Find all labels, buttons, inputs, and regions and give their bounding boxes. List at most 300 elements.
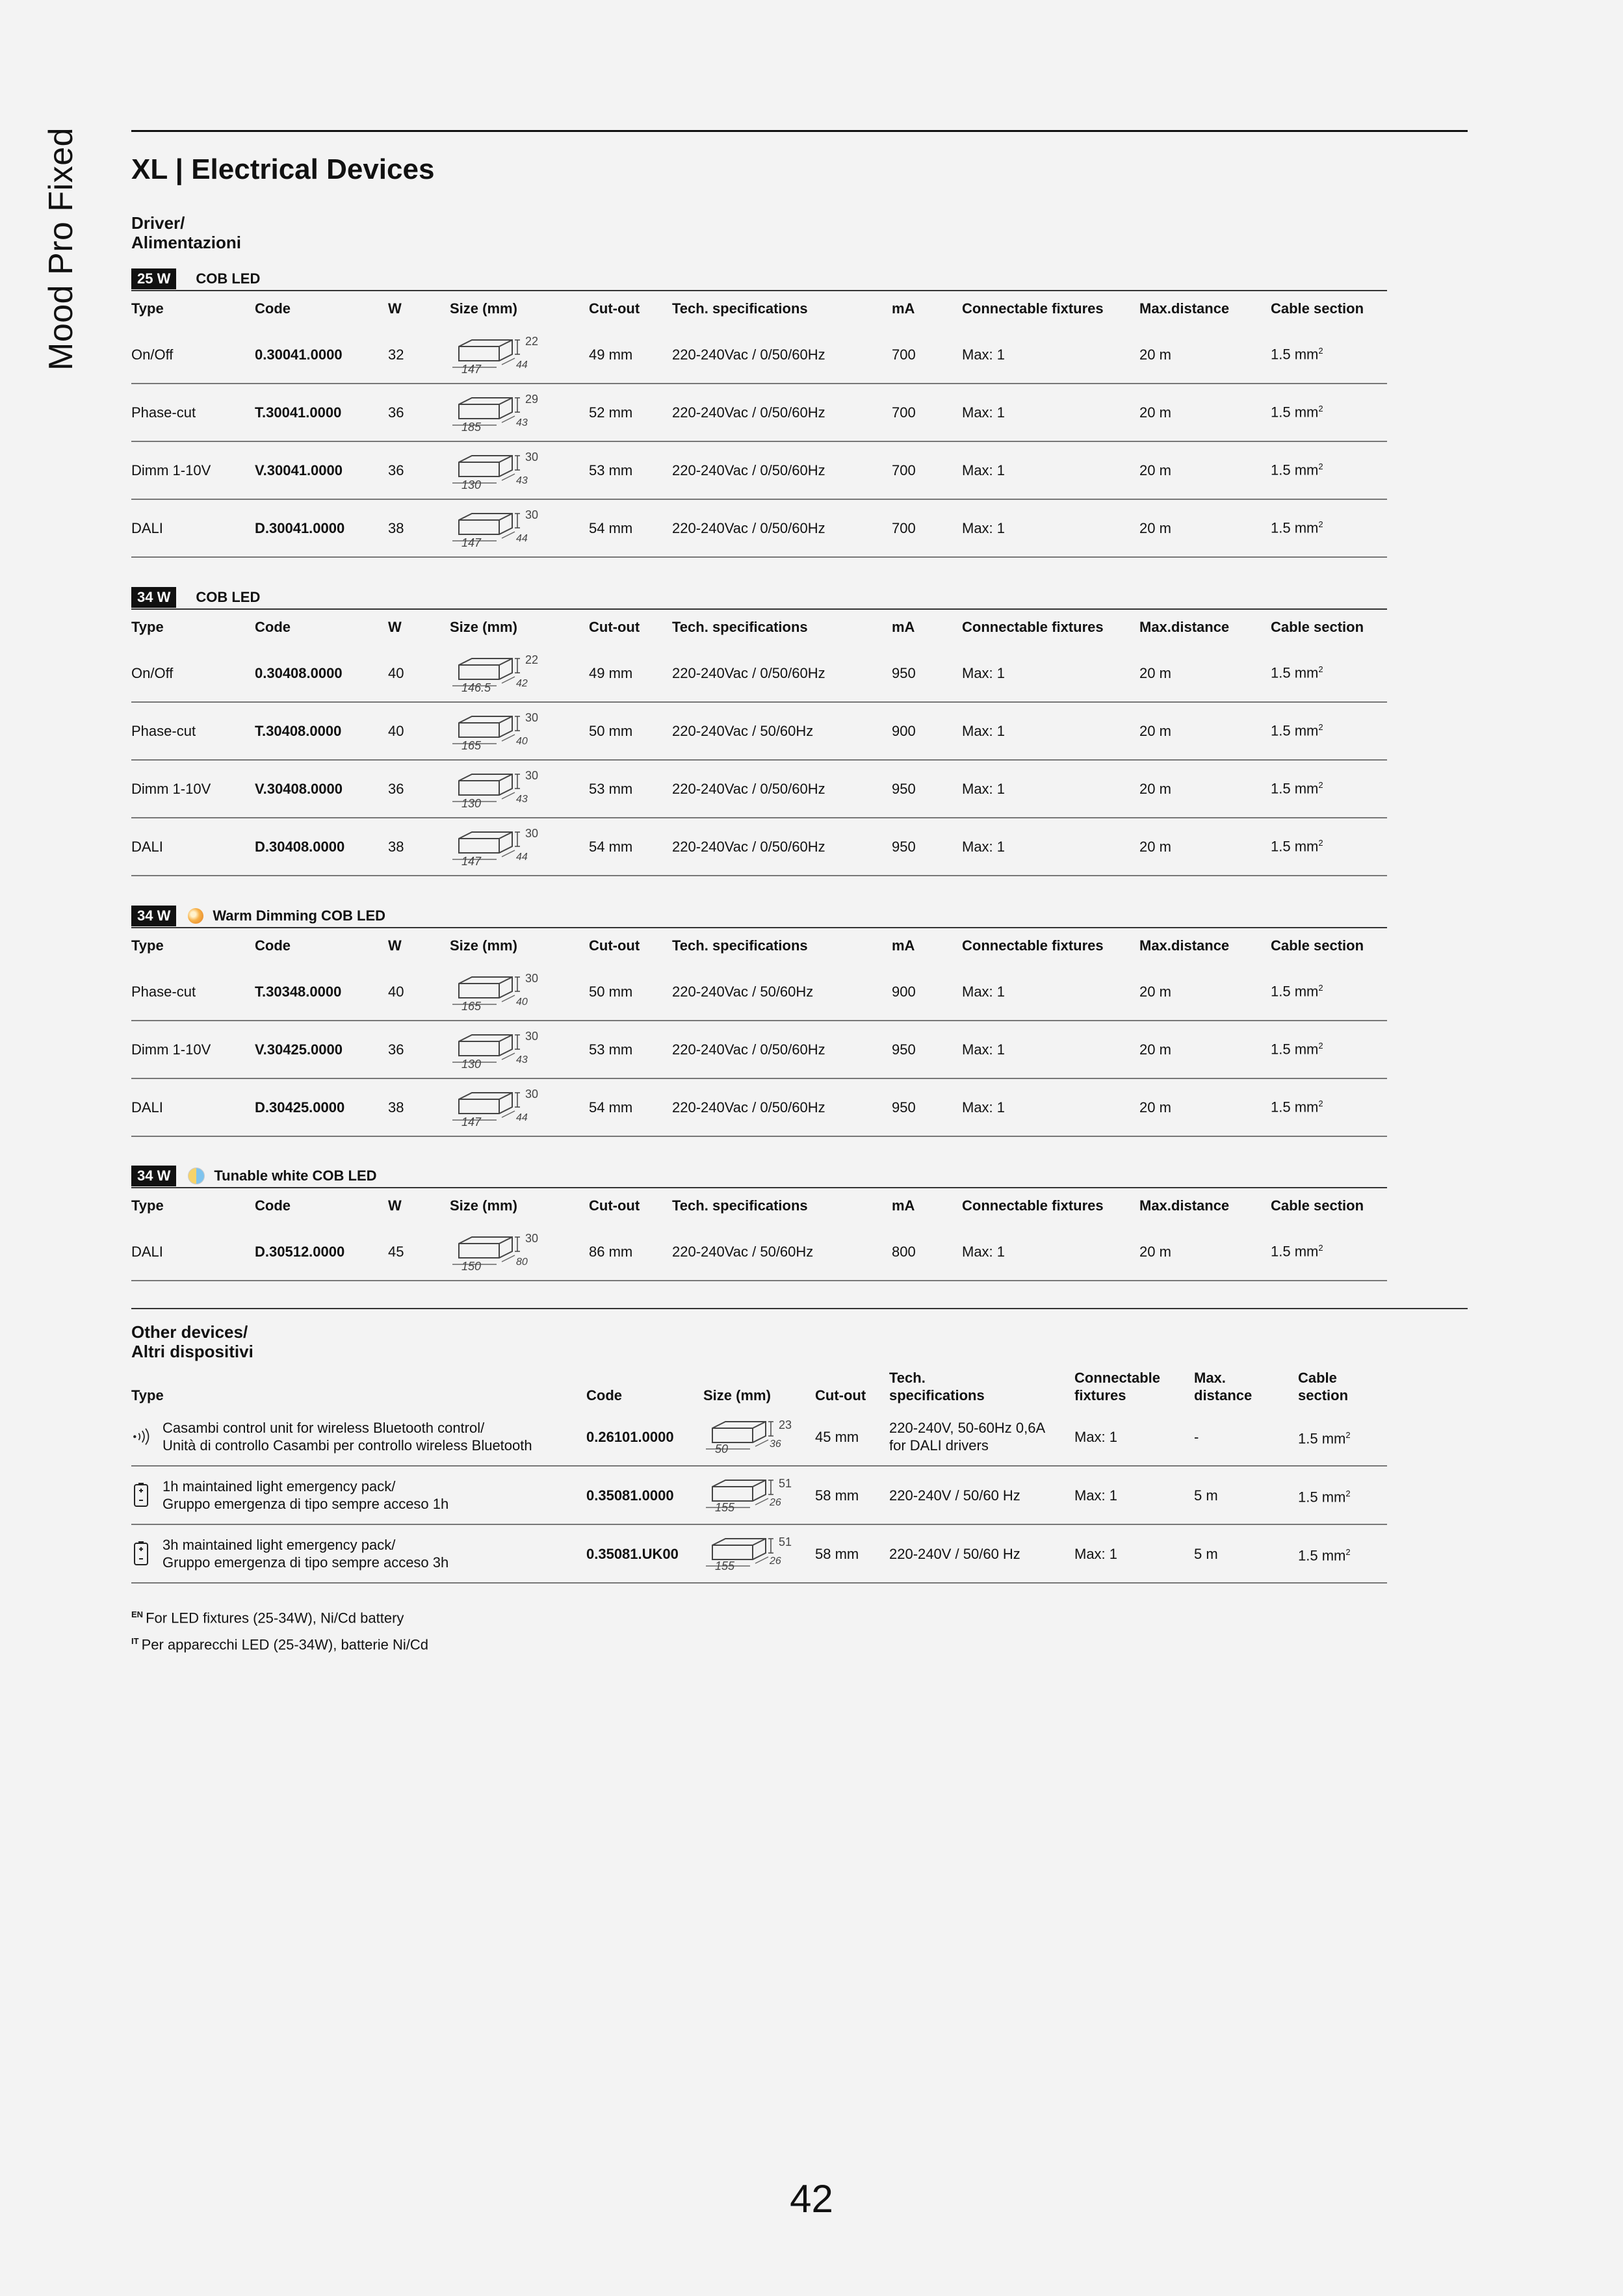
size-length: 130 xyxy=(461,1057,482,1071)
fixtures-cell: Max: 1 xyxy=(962,519,1006,536)
type-cell: On/Off xyxy=(131,346,174,363)
size-height: 30 xyxy=(525,826,539,840)
tech-cell: 220-240Vac / 0/50/60Hz xyxy=(672,519,825,536)
fixtures-cell: Max: 1 xyxy=(962,780,1006,797)
fixtures-cell: Max: 1 xyxy=(962,1041,1006,1058)
size-height: 30 xyxy=(525,768,539,782)
cutout-cell: 53 mm xyxy=(589,462,633,478)
other-heading-en: Other devices/ xyxy=(131,1322,248,1342)
top-rule xyxy=(131,130,1468,132)
size-length: 185 xyxy=(461,420,482,434)
section-divider xyxy=(131,1308,1468,1309)
cable-cell: 1.5 $mm^2$ xyxy=(1271,1099,1323,1115)
size-diagram xyxy=(450,823,547,871)
device-name-en: 3h maintained light emergency pack/ xyxy=(162,1537,396,1553)
cable-cell: 1.5 $mm^2$ xyxy=(1271,1243,1323,1260)
fixtures-cell: Max: 1 xyxy=(962,462,1006,478)
cutout-cell: 58 mm xyxy=(815,1545,859,1562)
code-cell: 0.26101.0000 xyxy=(586,1428,674,1445)
table-row xyxy=(131,645,1387,703)
distance-cell: 20 m xyxy=(1139,404,1171,421)
table-header xyxy=(131,1188,1387,1223)
table-row xyxy=(131,1021,1387,1079)
warm-dimming-icon xyxy=(188,908,203,924)
box-dimension-icon xyxy=(450,972,521,1008)
size-length: 147 xyxy=(461,854,482,868)
col-type: Type xyxy=(131,619,164,635)
type-cell: Dimm 1-10V xyxy=(131,780,211,797)
ma-cell: 800 xyxy=(892,1243,916,1260)
col-size: Size (mm) xyxy=(450,619,517,635)
ma-cell: 700 xyxy=(892,404,916,421)
size-diagram xyxy=(450,1026,547,1074)
box-dimension-icon xyxy=(450,1232,521,1268)
col-cutout: Cut-out xyxy=(589,619,640,635)
table-row xyxy=(131,442,1387,500)
type-cell: DALI xyxy=(131,519,163,536)
size-depth: 36 xyxy=(770,1439,781,1450)
size-height: 30 xyxy=(525,1087,539,1101)
fixtures-cell: Max: 1 xyxy=(1074,1545,1118,1562)
type-cell: Phase-cut xyxy=(131,722,196,739)
col-code: Code xyxy=(255,619,291,635)
code-cell: D.30425.0000 xyxy=(255,1099,345,1115)
size-length: 147 xyxy=(461,362,482,376)
fixtures-cell: Max: 1 xyxy=(962,664,1006,681)
size-height: 51 xyxy=(779,1477,792,1490)
distance-cell: 20 m xyxy=(1139,519,1171,536)
type-cell: On/Off xyxy=(131,664,174,681)
col-w: W xyxy=(388,1197,402,1214)
box-dimension-icon xyxy=(450,827,521,863)
cutout-cell: 45 mm xyxy=(815,1428,859,1445)
ma-cell: 700 xyxy=(892,519,916,536)
cutout-cell: 53 mm xyxy=(589,1041,633,1058)
size-diagram xyxy=(703,1413,801,1461)
tech-cell: 220-240Vac / 0/50/60Hz xyxy=(672,462,825,478)
table-row xyxy=(131,1223,1387,1281)
other-device-row xyxy=(131,1467,1387,1525)
col-cutout: Cut-out xyxy=(815,1387,866,1403)
size-diagram xyxy=(450,447,547,495)
distance-cell: 20 m xyxy=(1139,346,1171,363)
tech-cell: 220-240V / 50/60 Hz xyxy=(889,1545,1020,1562)
device-name-en: Casambi control unit for wireless Bluetooth control/ xyxy=(162,1420,485,1436)
device-type-cell xyxy=(131,1536,586,1571)
distance-cell: 5 m xyxy=(1194,1487,1218,1504)
ma-cell: 950 xyxy=(892,664,916,681)
fixtures-cell: Max: 1 xyxy=(962,404,1006,421)
type-cell: DALI xyxy=(131,1099,163,1115)
tunable-white-icon xyxy=(188,1168,205,1184)
distance-cell: 20 m xyxy=(1139,1243,1171,1260)
code-cell: V.30425.0000 xyxy=(255,1041,343,1058)
watt-cell: 36 xyxy=(388,780,404,797)
page-number: 42 xyxy=(790,2177,833,2221)
size-length: 150 xyxy=(461,1259,482,1273)
tech-cell: 220-240Vac / 0/50/60Hz xyxy=(672,404,825,421)
col-fixtures: Connectable fixtures xyxy=(962,937,1104,954)
cutout-cell: 52 mm xyxy=(589,404,633,421)
table-row xyxy=(131,761,1387,818)
col-cable: Cable section xyxy=(1271,619,1364,635)
size-depth: 44 xyxy=(516,1112,528,1123)
fixtures-cell: Max: 1 xyxy=(1074,1487,1118,1504)
page-title: XL | Electrical Devices xyxy=(131,153,435,185)
tech-cell: 220-240Vac / 0/50/60Hz xyxy=(672,1041,825,1058)
watt-cell: 40 xyxy=(388,664,404,681)
distance-cell: 20 m xyxy=(1139,780,1171,797)
cutout-cell: 58 mm xyxy=(815,1487,859,1504)
section-header xyxy=(131,268,1387,290)
size-height: 29 xyxy=(525,392,539,406)
box-dimension-icon xyxy=(450,1088,521,1124)
table-row xyxy=(131,1079,1387,1137)
fixtures-cell: Max: 1 xyxy=(962,838,1006,855)
code-cell: V.30041.0000 xyxy=(255,462,343,478)
code-cell: T.30041.0000 xyxy=(255,404,342,421)
cutout-cell: 50 mm xyxy=(589,722,633,739)
side-title: Mood Pro Fixed xyxy=(42,127,80,371)
size-height: 22 xyxy=(525,653,539,666)
code-cell: 0.35081.UK00 xyxy=(586,1545,679,1562)
size-depth: 43 xyxy=(516,1054,528,1065)
col-code: Code xyxy=(586,1387,622,1403)
size-height: 30 xyxy=(525,971,539,985)
type-cell: DALI xyxy=(131,838,163,855)
col-cable: Cable section xyxy=(1271,300,1364,317)
device-name-en: 1h maintained light emergency pack/ xyxy=(162,1478,396,1494)
distance-cell: 20 m xyxy=(1139,664,1171,681)
watt-cell: 32 xyxy=(388,346,404,363)
cutout-cell: 50 mm xyxy=(589,983,633,1000)
code-cell: 0.35081.0000 xyxy=(586,1487,674,1504)
col-w: W xyxy=(388,300,402,317)
section-label: COB LED xyxy=(196,589,261,605)
section-label: Tunable white COB LED xyxy=(214,1168,377,1184)
size-length: 155 xyxy=(715,1559,735,1572)
type-cell: Dimm 1-10V xyxy=(131,462,211,478)
distance-cell: 20 m xyxy=(1139,1041,1171,1058)
size-length: 165 xyxy=(461,738,482,752)
col-tech: Tech. specifications xyxy=(889,1370,985,1403)
col-size: Size (mm) xyxy=(703,1387,771,1403)
section-header xyxy=(131,905,1387,927)
size-depth: 44 xyxy=(516,359,528,371)
code-cell: 0.30408.0000 xyxy=(255,664,343,681)
cable-cell: 1.5 $mm^2$ xyxy=(1298,1546,1351,1564)
col-ma: mA xyxy=(892,300,915,317)
cable-cell: 1.5 $mm^2$ xyxy=(1271,722,1323,739)
size-depth: 26 xyxy=(770,1497,781,1508)
driver-heading-en: Driver/ xyxy=(131,213,185,233)
tech-cell: 220-240Vac / 50/60Hz xyxy=(672,983,814,1000)
table-row xyxy=(131,326,1387,384)
size-height: 30 xyxy=(525,711,539,724)
ma-cell: 900 xyxy=(892,983,916,1000)
driver-section xyxy=(131,268,1387,558)
driver-section xyxy=(131,905,1387,1137)
driver-heading xyxy=(131,213,241,252)
distance-cell: 20 m xyxy=(1139,462,1171,478)
tech-cell: 220-240Vac / 0/50/60Hz xyxy=(672,346,825,363)
size-depth: 44 xyxy=(516,532,528,544)
size-height: 22 xyxy=(525,334,539,348)
size-height: 51 xyxy=(779,1535,792,1548)
distance-cell: 20 m xyxy=(1139,1099,1171,1115)
size-height: 23 xyxy=(779,1418,792,1431)
cutout-cell: 54 mm xyxy=(589,1099,633,1115)
battery-icon xyxy=(133,1541,149,1566)
col-fixtures: Connectable fixtures xyxy=(962,300,1104,317)
code-cell: V.30408.0000 xyxy=(255,780,343,797)
distance-cell: - xyxy=(1194,1428,1199,1445)
size-diagram xyxy=(450,1084,547,1132)
device-name-it: Gruppo emergenza di tipo sempre acceso 3h xyxy=(162,1554,449,1571)
size-depth: 43 xyxy=(516,417,528,428)
code-cell: D.30041.0000 xyxy=(255,519,345,536)
fixtures-cell: Max: 1 xyxy=(962,983,1006,1000)
col-size: Size (mm) xyxy=(450,300,517,317)
ma-cell: 950 xyxy=(892,1041,916,1058)
cable-cell: 1.5 $mm^2$ xyxy=(1271,404,1323,421)
fixtures-cell: Max: 1 xyxy=(962,1243,1006,1260)
col-cutout: Cut-out xyxy=(589,937,640,954)
tech-cell: 220-240Vac / 0/50/60Hz xyxy=(672,1099,825,1115)
ma-cell: 950 xyxy=(892,1099,916,1115)
ma-cell: 700 xyxy=(892,462,916,478)
type-cell: Dimm 1-10V xyxy=(131,1041,211,1058)
tech-cell: 220-240Vac / 0/50/60Hz xyxy=(672,664,825,681)
size-height: 30 xyxy=(525,450,539,463)
table-header xyxy=(131,928,1387,963)
distance-cell: 20 m xyxy=(1139,983,1171,1000)
col-tech: Tech. specifications xyxy=(672,619,808,635)
device-type-cell xyxy=(131,1478,586,1513)
cable-cell: 1.5 $mm^2$ xyxy=(1298,1429,1351,1447)
box-dimension-icon xyxy=(450,508,521,545)
fixtures-cell: Max: 1 xyxy=(1074,1428,1118,1445)
size-diagram xyxy=(450,707,547,755)
col-fixtures: Connectable fixtures xyxy=(962,1197,1104,1214)
type-cell: DALI xyxy=(131,1243,163,1260)
cable-cell: 1.5 $mm^2$ xyxy=(1271,664,1323,681)
code-cell: D.30408.0000 xyxy=(255,838,345,855)
col-cable: Cable section xyxy=(1271,1197,1364,1214)
size-height: 30 xyxy=(525,508,539,521)
cutout-cell: 86 mm xyxy=(589,1243,633,1260)
size-diagram xyxy=(703,1530,801,1578)
battery-icon xyxy=(133,1483,149,1507)
cutout-cell: 54 mm xyxy=(589,838,633,855)
table-row xyxy=(131,963,1387,1021)
other-devices-table xyxy=(131,1364,1387,1584)
cutout-cell: 54 mm xyxy=(589,519,633,536)
cable-cell: 1.5 $mm^2$ xyxy=(1271,346,1323,363)
size-depth: 40 xyxy=(516,735,528,747)
box-dimension-icon xyxy=(450,335,521,371)
size-depth: 26 xyxy=(770,1556,781,1567)
box-dimension-icon xyxy=(450,393,521,429)
table-row xyxy=(131,818,1387,876)
other-device-row xyxy=(131,1525,1387,1584)
size-length: 130 xyxy=(461,478,482,491)
fixtures-cell: Max: 1 xyxy=(962,1099,1006,1115)
wattage-badge: 34 W xyxy=(131,1166,176,1186)
size-diagram xyxy=(450,968,547,1016)
col-distance: Max.distance xyxy=(1139,300,1230,317)
cutout-cell: 49 mm xyxy=(589,664,633,681)
size-depth: 44 xyxy=(516,851,528,863)
footnotes xyxy=(131,1603,428,1657)
box-dimension-icon xyxy=(450,711,521,748)
section-label: Warm Dimming COB LED xyxy=(213,907,386,924)
size-height: 30 xyxy=(525,1231,539,1245)
size-diagram xyxy=(450,504,547,553)
driver-heading-it: Alimentazioni xyxy=(131,233,242,252)
col-tech: Tech. specifications xyxy=(672,300,808,317)
size-height: 30 xyxy=(525,1029,539,1043)
col-type: Type xyxy=(131,1387,164,1403)
size-depth: 40 xyxy=(516,996,528,1008)
table-row xyxy=(131,384,1387,442)
size-length: 165 xyxy=(461,999,482,1013)
size-diagram xyxy=(450,1228,547,1276)
other-table-header xyxy=(131,1364,1387,1408)
section-header xyxy=(131,586,1387,608)
size-length: 50 xyxy=(715,1442,729,1455)
box-dimension-icon xyxy=(450,769,521,805)
cable-cell: 1.5 $mm^2$ xyxy=(1271,462,1323,478)
other-heading-it: Altri dispositivi xyxy=(131,1342,253,1361)
box-dimension-icon xyxy=(703,1416,775,1453)
size-length: 147 xyxy=(461,1115,482,1128)
distance-cell: 20 m xyxy=(1139,838,1171,855)
tech-cell: 220-240Vac / 50/60Hz xyxy=(672,722,814,739)
tech-cell: 220-240Vac / 50/60Hz xyxy=(672,1243,814,1260)
col-fixtures: Connectable fixtures xyxy=(962,619,1104,635)
watt-cell: 40 xyxy=(388,722,404,739)
driver-section xyxy=(131,586,1387,876)
table-row xyxy=(131,500,1387,558)
box-dimension-icon xyxy=(450,1030,521,1066)
size-length: 130 xyxy=(461,796,482,810)
other-device-row xyxy=(131,1408,1387,1467)
col-w: W xyxy=(388,619,402,635)
col-distance: Max.distance xyxy=(1139,937,1230,954)
cable-cell: 1.5 $mm^2$ xyxy=(1271,519,1323,536)
col-ma: mA xyxy=(892,937,915,954)
driver-section xyxy=(131,1165,1387,1281)
cable-cell: 1.5 $mm^2$ xyxy=(1271,1041,1323,1058)
ma-cell: 950 xyxy=(892,838,916,855)
watt-cell: 36 xyxy=(388,462,404,478)
col-size: Size (mm) xyxy=(450,1197,517,1214)
device-name-it: Gruppo emergenza di tipo sempre acceso 1h xyxy=(162,1496,449,1512)
col-cable: Cable section xyxy=(1271,937,1364,954)
watt-cell: 36 xyxy=(388,1041,404,1058)
footnote-en: $^{EN}$ For LED fixtures (25-34W), Ni/Cd battery xyxy=(131,1610,404,1626)
size-length: 155 xyxy=(715,1501,735,1514)
col-size: Size (mm) xyxy=(450,937,517,954)
watt-cell: 38 xyxy=(388,838,404,855)
col-cutout: Cut-out xyxy=(589,1197,640,1214)
code-cell: T.30408.0000 xyxy=(255,722,342,739)
device-type-cell xyxy=(131,1419,586,1454)
cable-cell: 1.5 $mm^2$ xyxy=(1298,1488,1351,1506)
col-tech: Tech. specifications xyxy=(672,1197,808,1214)
table-header xyxy=(131,610,1387,645)
col-distance: Max.distance xyxy=(1139,1197,1230,1214)
watt-cell: 38 xyxy=(388,1099,404,1115)
size-diagram xyxy=(450,331,547,379)
col-type: Type xyxy=(131,937,164,954)
fixtures-cell: Max: 1 xyxy=(962,346,1006,363)
size-depth: 80 xyxy=(516,1256,528,1268)
col-cutout: Cut-out xyxy=(589,300,640,317)
size-length: 146.5 xyxy=(461,681,491,694)
code-cell: 0.30041.0000 xyxy=(255,346,343,363)
col-code: Code xyxy=(255,937,291,954)
tech-cell: 220-240Vac / 0/50/60Hz xyxy=(672,838,825,855)
col-distance: Max. distance xyxy=(1194,1370,1253,1403)
cable-cell: 1.5 $mm^2$ xyxy=(1271,838,1323,855)
col-code: Code xyxy=(255,300,291,317)
col-distance: Max.distance xyxy=(1139,619,1230,635)
col-fixtures: Connectable fixtures xyxy=(1074,1370,1161,1403)
table-row xyxy=(131,703,1387,761)
watt-cell: 36 xyxy=(388,404,404,421)
code-cell: D.30512.0000 xyxy=(255,1243,345,1260)
code-cell: T.30348.0000 xyxy=(255,983,342,1000)
watt-cell: 40 xyxy=(388,983,404,1000)
type-cell: Phase-cut xyxy=(131,983,196,1000)
section-header xyxy=(131,1165,1387,1187)
watt-cell: 38 xyxy=(388,519,404,536)
col-type: Type xyxy=(131,300,164,317)
box-dimension-icon xyxy=(703,1475,775,1511)
size-depth: 42 xyxy=(516,677,528,689)
col-code: Code xyxy=(255,1197,291,1214)
section-label: COB LED xyxy=(196,270,261,287)
ma-cell: 900 xyxy=(892,722,916,739)
col-ma: mA xyxy=(892,619,915,635)
cutout-cell: 49 mm xyxy=(589,346,633,363)
size-diagram xyxy=(703,1471,801,1519)
device-name-it: Unità di controllo Casambi per controllo wireless Bluetooth xyxy=(162,1437,532,1454)
bluetooth-signal-icon xyxy=(131,1427,151,1446)
tech-cell: 220-240V / 50/60 Hz xyxy=(889,1487,1020,1504)
cable-cell: 1.5 $mm^2$ xyxy=(1271,780,1323,797)
size-diagram xyxy=(450,765,547,813)
tech-cell: 220-240Vac / 0/50/60Hz xyxy=(672,780,825,797)
ma-cell: 950 xyxy=(892,780,916,797)
size-depth: 43 xyxy=(516,475,528,486)
col-ma: mA xyxy=(892,1197,915,1214)
cable-cell: 1.5 $mm^2$ xyxy=(1271,983,1323,1000)
cutout-cell: 53 mm xyxy=(589,780,633,797)
box-dimension-icon xyxy=(450,450,521,487)
col-tech: Tech. specifications xyxy=(672,937,808,954)
fixtures-cell: Max: 1 xyxy=(962,722,1006,739)
footnote-it: $^{IT}$ Per apparecchi LED (25-34W), batterie Ni/Cd xyxy=(131,1636,428,1653)
distance-cell: 5 m xyxy=(1194,1545,1218,1562)
wattage-badge: 34 W xyxy=(131,587,176,608)
other-devices-heading xyxy=(131,1322,253,1361)
table-header xyxy=(131,291,1387,326)
wattage-badge: 34 W xyxy=(131,906,176,926)
size-length: 147 xyxy=(461,536,482,549)
